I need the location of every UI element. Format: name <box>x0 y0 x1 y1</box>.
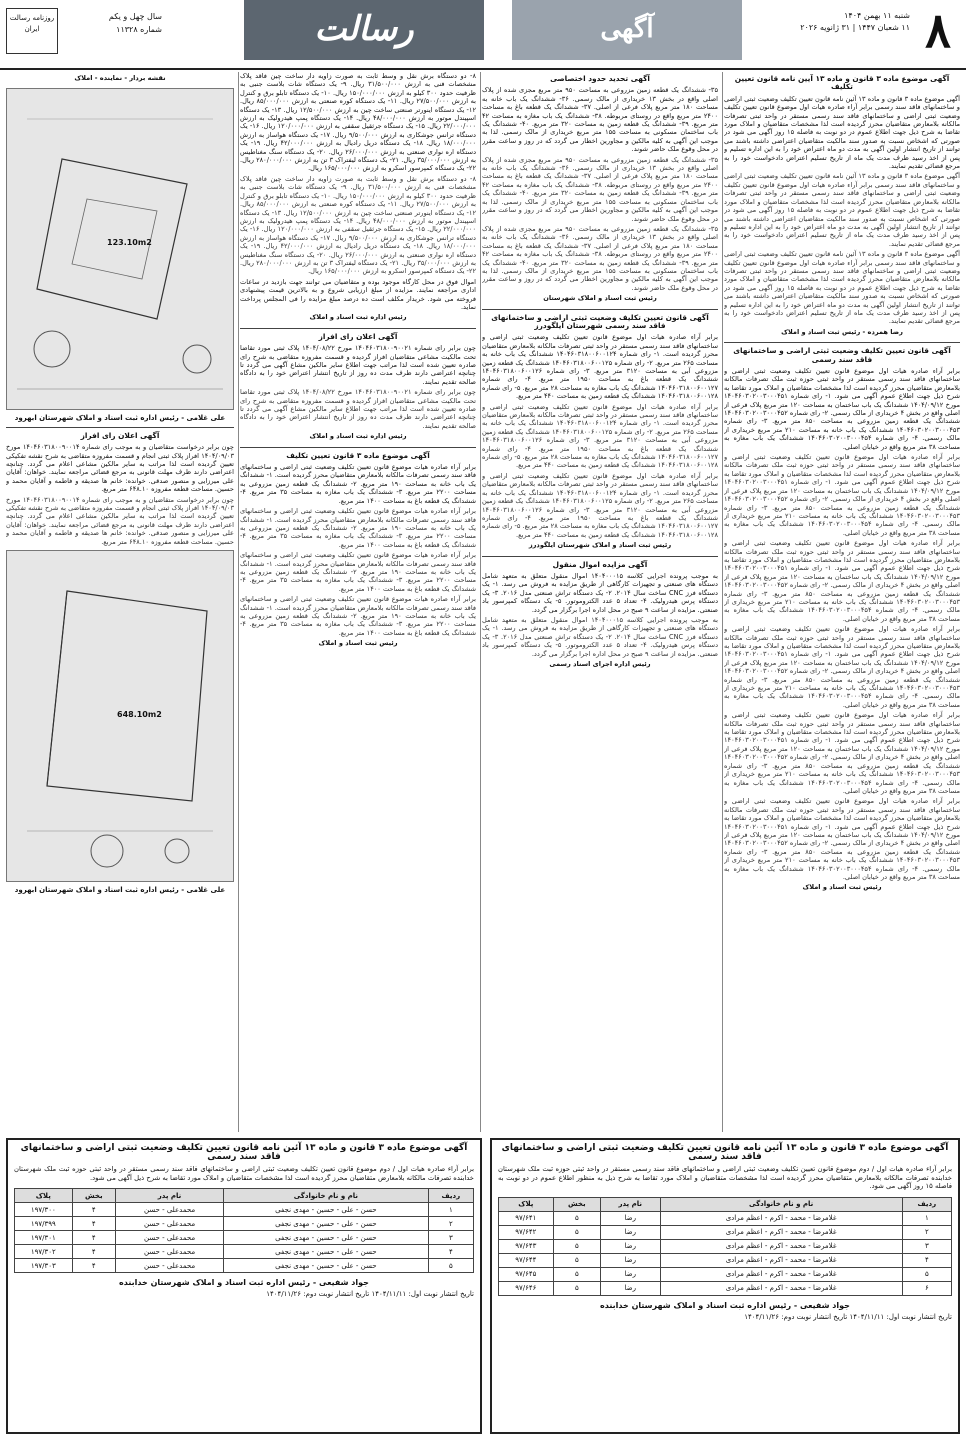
masthead <box>244 0 484 60</box>
map-caption: علی غلامی - رئیس اداره ثبت اسناد و املاک شهرستان ابهرود <box>14 886 226 895</box>
property-table <box>498 1197 952 1296</box>
ad-body: برابر آراء صادره هیات اول موضوع قانون تعیین تکلیف وضعیت ثبتی اراضی و ساختمانهای فاقد سند رسمی مستقر در واحد ثبتی حوزه ثبت ملک تصرفات مالکانه بلامعارض متقاضیان محرز گردیده است لذا مشخصات متقاضیان و املاک مورد تقاضا به شرح ذیل جهت اطلاع عموم آگهی می شود. ۱- رای شماره ۱۴۰۴۶۰۳۰۲۰۰۳۰۰۰۴۵۱ مورخ ۱۴۰۴/۰۹/۱۲ ششدانگ یک باب ساختمان به مساحت ۱۲۰ متر مربع پلاک فرعی از اصلی واقع در بخش ۴ خریداری از مالک رسمی. ۲- رای شماره ۱۴۰۴۶۰۳۰۲۰۰۳۰۰۰۴۵۲ ششدانگ یک قطعه زمین مزروعی به مساحت ۸۵۰ متر مربع. ۳- رای شماره ۱۴۰۴۶۰۳۰۲۰۰۳۰۰۰۴۵۳ ششدانگ یک باب خانه به مساحت ۲۱۰ متر مربع خریداری از مالک رسمی. ۴- رای شماره ۱۴۰۴۶۰۳۰۲۰۰۳۰۰۰۴۵۴ ششدانگ یک باب مغازه به مساحت ۳۸ متر مربع واقع در خیابان اصلی. <box>724 797 960 881</box>
ad-signature: رئیس اداره ثبت اسناد و املاک <box>309 313 407 322</box>
column-1 <box>724 72 960 1132</box>
table-cell: ۴ <box>72 1231 115 1245</box>
column-rule <box>722 72 723 1132</box>
header-date <box>760 10 910 34</box>
ad-signature: رئیس اداره ثبت اسناد و املاک <box>309 432 407 441</box>
table-row <box>499 1267 952 1281</box>
column-3 <box>240 72 476 1132</box>
ad-body: برابر آراء صادره هیات اول موضوع قانون تعیین تکلیف وضعیت ثبتی اراضی و ساختمانهای فاقد سند رسمی مستقر در واحد ثبتی حوزه ثبت ملک تصرفات مالکانه بلامعارض متقاضیان محرز گردیده است لذا مشخصات متقاضیان و املاک مورد تقاضا به شرح ذیل جهت اطلاع عموم آگهی می شود. ۱- رای شماره ۱۴۰۴۶۰۳۰۲۰۰۳۰۰۰۴۵۱ مورخ ۱۴۰۴/۰۹/۱۲ ششدانگ یک باب ساختمان به مساحت ۱۲۰ متر مربع پلاک فرعی از اصلی واقع در بخش ۴ خریداری از مالک رسمی. ۲- رای شماره ۱۴۰۴۶۰۳۰۲۰۰۳۰۰۰۴۵۲ ششدانگ یک قطعه زمین مزروعی به مساحت ۸۵۰ متر مربع. ۳- رای شماره ۱۴۰۴۶۰۳۰۲۰۰۳۰۰۰۴۵۳ ششدانگ یک باب خانه به مساحت ۲۱۰ متر مربع خریداری از مالک رسمی. ۴- رای شماره ۱۴۰۴۶۰۳۰۲۰۰۳۰۰۰۴۵۴ ششدانگ یک باب مغازه به مساحت ۳۸ متر مربع واقع در خیابان اصلی. <box>724 367 960 451</box>
table-cell: محمدعلی - حسن <box>116 1259 224 1273</box>
table-header-cell: ردیف <box>902 1197 951 1211</box>
header-meta <box>62 10 162 36</box>
table-cell: ۱ <box>428 1203 473 1217</box>
table-cell: ۶ <box>902 1281 951 1295</box>
ad-title: آگهی موضوع ماده ۳ قانون تعیین تکلیف <box>286 450 430 460</box>
table-cell: محمدعلی - حسن <box>116 1203 224 1217</box>
ad-body: برابر آراء صادره هیات موضوع قانون تعیین تکلیف وضعیت ثبتی اراضی و ساختمانهای فاقد سند رسمی تصرفات مالکانه بلامعارض متقاضیان محرز گردیده است. ۱- ششدانگ یک باب خانه به مساحت ۱۹۰ متر مربع. ۲- ششدانگ یک قطعه زمین مزروعی به مساحت ۲۲۰۰ متر مربع. ۳- ششدانگ یک باب مغازه به مساحت ۳۵ متر مربع. ۴- ششدانگ یک قطعه باغ به مساحت ۱۴۰۰ متر مربع. <box>240 551 476 593</box>
table-cell: محمدعلی - حسن <box>116 1245 224 1259</box>
table-cell: ۵ <box>553 1267 600 1281</box>
ad-title: آگهی اعلان رای افراز <box>318 331 398 341</box>
table-cell: محمدعلی - حسن <box>116 1217 224 1231</box>
table-cell: رضا <box>600 1211 660 1225</box>
notice-signature: جواد شفیعی - رئیس اداره ثبت اسناد و املاک شهرستان خدابنده <box>600 1300 850 1310</box>
table-cell: غلامرضا - محمد - اکرم - اعظم مرادی <box>660 1225 902 1239</box>
table-cell: ۲ <box>428 1217 473 1231</box>
divider <box>240 328 476 329</box>
page-header <box>0 0 966 70</box>
table-cell: ۹۷/۶۴۴ <box>499 1253 554 1267</box>
section-title: آگهی <box>600 14 654 44</box>
ad-signature: نقشه بردار - نماینده - املاک <box>74 74 166 82</box>
ad-body: برابر آراء صادره هیات موضوع قانون تعیین تکلیف وضعیت ثبتی اراضی و ساختمانهای فاقد سند رسمی تصرفات مالکانه بلامعارض متقاضیان محرز گردیده است. ۱- ششدانگ یک باب خانه به مساحت ۱۹۰ متر مربع. ۲- ششدانگ یک قطعه زمین مزروعی به مساحت ۲۲۰۰ متر مربع. ۳- ششدانگ یک باب مغازه به مساحت ۳۵ متر مربع. ۴- ششدانگ یک قطعه باغ به مساحت ۱۴۰۰ متر مربع. <box>240 595 476 637</box>
table-row <box>499 1211 952 1225</box>
ad-body: ۳۵- ششدانگ یک قطعه زمین مزروعی به مساحت ۹۵۰ متر مربع مجزی شده از پلاک اصلی واقع در بخش ۱۳ خریداری از مالک رسمی. ۳۶- ششدانگ یک باب خانه به مساحت ۱۸۰ متر مربع پلاک فرعی از اصلی. ۳۷- ششدانگ یک قطعه باغ به مساحت ۲۴۰۰ متر مربع واقع در روستای مربوطه. ۳۸- ششدانگ یک باب مغازه به مساحت ۴۲ متر مربع. ۳۹- ششدانگ یک قطعه زمین به مساحت ۳۲۰ متر مربع. ۴۰- ششدانگ یک باب ساختمان مسکونی به مساحت ۱۵۵ متر مربع خریداری از مالک رسمی. لذا به موجب این آگهی به کلیه مالکین و مجاورین اخطار می گردد که در روز و ساعت مقرر در محل وقوع ملک حاضر شوند. <box>482 155 718 223</box>
notice-title: آگهی موضوع ماده ۳ قانون و ماده ۱۳ آئین نامه قانون تعیین تکلیف وضعیت ثبتی اراضی و ساختمانهای فاقد سند رسمی <box>501 1143 949 1162</box>
ad-body: آگهی موضوع ماده ۳ قانون و ماده ۱۳ آئین نامه قانون تعیین تکلیف وضعیت ثبتی اراضی و ساختمانهای فاقد سند رسمی برابر آراء صادره هیات اول موضوع قانون تعیین تکلیف وضعیت ثبتی اراضی و ساختمانهای فاقد سند رسمی مستقر در واحد ثبتی تصرفات مالکانه بلامعارض متقاضیان محرز گردیده است لذا مشخصات متقاضیان و املاک مورد تقاضا به شرح ذیل جهت اطلاع عموم در دو نوبت به فاصله ۱۵ روز آگهی می شود در صورتی که اشخاص نسبت به صدور سند مالکیت متقاضیان اعتراضی داشته باشند می توانند از تاریخ انتشار اولین آگهی به مدت دو ماه اعتراض خود را به این اداره تسلیم و پس از اخذ رسید ظرف مدت یک ماه از تاریخ تسلیم اعتراض دادخواست خود را به مرجع قضائی تقدیم نمایند. <box>724 250 960 326</box>
table-cell: ۵ <box>902 1267 951 1281</box>
table-row <box>15 1245 474 1259</box>
column-rule <box>238 72 239 1132</box>
ad-title: آگهی تحدید حدود اختصاصی <box>550 74 650 83</box>
column-4 <box>6 72 234 1132</box>
table-body <box>499 1211 952 1295</box>
table-cell: غلامرضا - محمد - اکرم - اعظم مرادی <box>660 1267 902 1281</box>
survey-map-2 <box>6 550 234 882</box>
meta-line-1: سال چهل و یکم <box>108 12 162 21</box>
table-cell: رضا <box>600 1267 660 1281</box>
ad-signature: رئیس ثبت اسناد و املاک شهرستان ایلگودرز <box>528 541 672 550</box>
ad-signature: رئیس ثبت اسناد و املاک <box>318 639 398 648</box>
ad-body: آگهی موضوع ماده ۳ قانون و ماده ۱۳ آئین نامه قانون تعیین تکلیف وضعیت ثبتی اراضی و ساختمانهای فاقد سند رسمی برابر آراء صادره هیات اول موضوع قانون تعیین تکلیف وضعیت ثبتی اراضی و ساختمانهای فاقد سند رسمی مستقر در واحد ثبتی تصرفات مالکانه بلامعارض متقاضیان محرز گردیده است لذا مشخصات متقاضیان و املاک مورد تقاضا به شرح ذیل جهت اطلاع عموم در دو نوبت به فاصله ۱۵ روز آگهی می شود در صورتی که اشخاص نسبت به صدور سند مالکیت متقاضیان اعتراضی داشته باشند می توانند از تاریخ انتشار اولین آگهی به مدت دو ماه اعتراض خود را به این اداره تسلیم و پس از اخذ رسید ظرف مدت یک ماه از تاریخ تسلیم اعتراض دادخواست خود را به مرجع قضائی تقدیم نمایند. <box>724 172 960 248</box>
ad-signature: رئیس ثبت اسناد و املاک شهرستان <box>543 294 657 303</box>
map-area-label: 648.10m2 <box>117 710 162 720</box>
table-cell: ۴ <box>72 1259 115 1273</box>
ad-title: آگهی مزایده اموال منقول <box>552 559 648 569</box>
ad-body: برابر آراء صادره هیات اول موضوع قانون تعیین تکلیف وضعیت ثبتی اراضی و ساختمانهای فاقد سند رسمی مستقر در واحد ثبتی حوزه ثبت ملک تصرفات مالکانه بلامعارض متقاضیان محرز گردیده است لذا مشخصات متقاضیان و املاک مورد تقاضا به شرح ذیل جهت اطلاع عموم آگهی می شود. ۱- رای شماره ۱۴۰۴۶۰۳۰۲۰۰۳۰۰۰۴۵۱ مورخ ۱۴۰۴/۰۹/۱۲ ششدانگ یک باب ساختمان به مساحت ۱۲۰ متر مربع پلاک فرعی از اصلی واقع در بخش ۴ خریداری از مالک رسمی. ۲- رای شماره ۱۴۰۴۶۰۳۰۲۰۰۳۰۰۰۴۵۲ ششدانگ یک قطعه زمین مزروعی به مساحت ۸۵۰ متر مربع. ۳- رای شماره ۱۴۰۴۶۰۳۰۲۰۰۳۰۰۰۴۵۳ ششدانگ یک باب خانه به مساحت ۲۱۰ متر مربع خریداری از مالک رسمی. ۴- رای شماره ۱۴۰۴۶۰۳۰۲۰۰۳۰۰۰۴۵۴ ششدانگ یک باب مغازه به مساحت ۳۸ متر مربع واقع در خیابان اصلی. <box>724 625 960 709</box>
table-row <box>499 1239 952 1253</box>
table-cell: رضا <box>600 1239 660 1253</box>
newspaper-logo: روزنامه رسالت ایران <box>6 8 58 54</box>
ad-body: برابر آراء صادره هیات موضوع قانون تعیین تکلیف وضعیت ثبتی اراضی و ساختمانهای فاقد سند رسمی تصرفات مالکانه بلامعارض متقاضیان محرز گردیده است. ۱- ششدانگ یک باب خانه به مساحت ۱۹۰ متر مربع. ۲- ششدانگ یک قطعه زمین مزروعی به مساحت ۲۲۰۰ متر مربع. ۳- ششدانگ یک باب مغازه به مساحت ۳۵ متر مربع. ۴- ششدانگ یک قطعه باغ به مساحت ۱۴۰۰ متر مربع. <box>240 507 476 549</box>
table-header-cell: پلاک <box>15 1189 73 1203</box>
table-row <box>15 1217 474 1231</box>
table-header-cell: نام و نام خانوادگی <box>224 1189 429 1203</box>
table-header-cell: بخش <box>553 1197 600 1211</box>
table-cell: غلامرضا - محمد - اکرم - اعظم مرادی <box>660 1281 902 1295</box>
ad-body: برابر آراء صادره هیات اول موضوع قانون تعیین تکلیف وضعیت ثبتی اراضی و ساختمانهای فاقد سند رسمی مستقر در واحد ثبتی حوزه ثبت ملک تصرفات مالکانه بلامعارض متقاضیان محرز گردیده است لذا مشخصات متقاضیان و املاک مورد تقاضا به شرح ذیل جهت اطلاع عموم آگهی می شود. ۱- رای شماره ۱۴۰۴۶۰۳۰۲۰۰۳۰۰۰۴۵۱ مورخ ۱۴۰۴/۰۹/۱۲ ششدانگ یک باب ساختمان به مساحت ۱۲۰ متر مربع پلاک فرعی از اصلی واقع در بخش ۴ خریداری از مالک رسمی. ۲- رای شماره ۱۴۰۴۶۰۳۰۲۰۰۳۰۰۰۴۵۲ ششدانگ یک قطعه زمین مزروعی به مساحت ۸۵۰ متر مربع. ۳- رای شماره ۱۴۰۴۶۰۳۰۲۰۰۳۰۰۰۴۵۳ ششدانگ یک باب خانه به مساحت ۲۱۰ متر مربع خریداری از مالک رسمی. ۴- رای شماره ۱۴۰۴۶۰۳۰۲۰۰۳۰۰۰۴۵۴ ششدانگ یک باب مغازه به مساحت ۳۸ متر مربع واقع در خیابان اصلی. <box>724 539 960 623</box>
table-cell: ۵ <box>553 1225 600 1239</box>
table-cell: غلامرضا - محمد - اکرم - اعظم مرادی <box>660 1211 902 1225</box>
table-row <box>499 1225 952 1239</box>
table-cell: ۱۹۷/۳۰۱ <box>15 1231 73 1245</box>
table-row <box>499 1281 952 1295</box>
ad-body: ۳۵- ششدانگ یک قطعه زمین مزروعی به مساحت ۹۵۰ متر مربع مجزی شده از پلاک اصلی واقع در بخش ۱۳ خریداری از مالک رسمی. ۳۶- ششدانگ یک باب خانه به مساحت ۱۸۰ متر مربع پلاک فرعی از اصلی. ۳۷- ششدانگ یک قطعه باغ به مساحت ۲۴۰۰ متر مربع واقع در روستای مربوطه. ۳۸- ششدانگ یک باب مغازه به مساحت ۴۲ متر مربع. ۳۹- ششدانگ یک قطعه زمین به مساحت ۳۲۰ متر مربع. ۴۰- ششدانگ یک باب ساختمان مسکونی به مساحت ۱۵۵ متر مربع خریداری از مالک رسمی. لذا به موجب این آگهی به کلیه مالکین و مجاورین اخطار می گردد که در روز و ساعت مقرر در محل وقوع ملک حاضر شوند. <box>482 224 718 292</box>
table-cell: ۵ <box>553 1211 600 1225</box>
table-cell: ۵ <box>553 1239 600 1253</box>
map-area-label: 123.10m2 <box>107 238 152 248</box>
table-cell: ۱۹۷/۳۰۲ <box>15 1245 73 1259</box>
table-row <box>499 1253 952 1267</box>
table-header-cell: نام پدر <box>116 1189 224 1203</box>
ad-body: چون برابر درخواست متقاضیان و به موجب رای شماره ۱۴۰۴۶۰۳۱۸۰۰۹۰۰۱۴ مورخ ۱۴۰۴/۰۹/۰۳ افراز پلاک ثبتی انجام و قسمت مفروزه متقاضی به شرح نقشه تفکیکی تعیین گردیده است لذا مراتب به سایر مالکین مشاعی اعلام می گردد. چنانچه اعتراضی دارند ظرف مهلت قانونی به مرجع قضائی مراجعه نمایند. خواهان: آقایان علی میرزایی و منصور صدقی. خوانده: خانم ها صدیقه و فاطمه و آقایان محمد و حسین. مساحت قطعه مفروزه ۶۴۸.۱۰ متر مربع. <box>6 443 234 494</box>
divider <box>482 556 718 557</box>
date-line-1: شنبه ۱۱ بهمن ۱۴۰۴ <box>844 11 910 20</box>
table-row <box>15 1259 474 1273</box>
ad-signature: رئیس اداره اجرای اسناد رسمی <box>549 660 651 668</box>
table-cell: حسن - علی - حسین - مهدی نجفی <box>224 1203 429 1217</box>
table-cell: ۴ <box>72 1245 115 1259</box>
ad-body: به موجب پرونده اجرایی کلاسه ۱۴۰۴۰۰۰۱۵ اموال منقول متعلق به متعهد شامل دستگاه های صنعتی و تجهیزات کارگاهی از طریق مزایده به فروش می رسد. ۱- یک دستگاه فرز CNC ساخت سال ۲۰۱۴. ۲- یک دستگاه تراش صنعتی مدل ۲۰۱۶. ۳- یک دستگاه پرس هیدرولیک. ۴- تعداد ۵ عدد الکتروموتور. ۵- یک دستگاه کمپرسور باد صنعتی. مزایده از ساعت ۹ صبح در محل اداره اجرا برگزار می گردد. <box>482 615 718 658</box>
table-cell: حسن - علی - حسین - مهدی نجفی <box>224 1231 429 1245</box>
bottom-right-notice <box>490 1138 960 1434</box>
table-cell: غلامرضا - محمد - اکرم - اعظم مرادی <box>660 1253 902 1267</box>
table-cell: ۴ <box>428 1245 473 1259</box>
table-header-cell: پلاک <box>499 1197 554 1211</box>
table-cell: ۴ <box>72 1217 115 1231</box>
table-header-row <box>15 1189 474 1203</box>
ad-title: آگهی قانون تعیین تکلیف وضعیت ثبتی اراضی و ساختمانهای فاقد سند رسمی شهرستان ایلگودرز <box>491 312 709 330</box>
divider <box>724 342 960 343</box>
ad-body: ۸- دو دستگاه برش نقل و وسط ثابت به صورت زاویه دار ساخت چین فاقد پلاک مشخصات فنی به ارزش ۳۱/۵۰۰/۰۰۰ ریال. ۹- یک دستگاه شات بلاست جنبی به ظرفیت حدود ۳۰۰ کیلو به ارزش ۱۵۰/۰۰۰/۰۰۰ ریال. ۱۰- یک دستگاه تابلو برق و کنترل به ارزش ۲۷/۵۰۰/۰۰۰ ریال. ۱۱- یک دستگاه کوره صنعتی به ارزش ۸۵/۰۰۰/۰۰۰ ریال. ۱۲- یک دستگاه اینورتر صنعتی ساخت چین به ارزش ۱۲/۵۰۰/۰۰۰ ریال. ۱۳- یک دستگاه اسپیندل موتور به ارزش ۴۸/۰۰۰/۰۰۰ ریال. ۱۴- یک دستگاه پمپ هیدرولیک به ارزش ۲۲/۰۰۰/۰۰۰ ریال. ۱۵- یک دستگاه جرثقیل سقفی به ارزش ۱۲۰/۰۰۰/۰۰۰ ریال. ۱۶- یک دستگاه ترانس جوشکاری به ارزش ۹/۵۰۰/۰۰۰ ریال. ۱۷- یک دستگاه هواساز به ارزش ۱۸/۰۰۰/۰۰۰ ریال. ۱۸- یک دستگاه دریل رادیال به ارزش ۴۲/۰۰۰/۰۰۰ ریال. ۱۹- یک دستگاه اره نواری صنعتی به ارزش ۲۶/۰۰۰/۰۰۰ ریال. ۲۰- یک دستگاه سنگ مغناطیس به ارزش ۳۵/۰۰۰/۰۰۰ ریال. ۲۱- یک دستگاه لیفتراک ۳ تن به ارزش ۲۸۰/۰۰۰/۰۰۰ ریال. ۲۲- یک دستگاه کمپرسور اسکرو به ارزش ۱۶۵/۰۰۰/۰۰۰ ریال. <box>240 174 476 276</box>
table-header-row <box>499 1197 952 1211</box>
ad-body: برابر آراء صادره هیات اول موضوع قانون تعیین تکلیف وضعیت ثبتی اراضی و ساختمانهای فاقد سند رسمی مستقر در واحد ثبتی تصرفات مالکانه بلامعارض متقاضیان محرز گردیده است. ۱- رای شماره ۱۴۰۴۶۰۳۱۸۰۰۶۰۰۱۲۴ ششدانگ یک باب خانه به مساحت ۲۶۵ متر مربع. ۲- رای شماره ۱۴۰۴۶۰۳۱۸۰۰۶۰۰۱۲۵ ششدانگ یک قطعه زمین مزروعی آبی به مساحت ۳۱۲۰ متر مربع. ۳- رای شماره ۱۴۰۴۶۰۳۱۸۰۰۶۰۰۱۲۶ ششدانگ یک قطعه باغ به مساحت ۱۹۵۰ متر مربع. ۴- رای شماره ۱۴۰۴۶۰۳۱۸۰۰۶۰۰۱۲۷ ششدانگ یک باب مغازه به مساحت ۲۸ متر مربع. ۵- رای شماره ۱۴۰۴۶۰۳۱۸۰۰۶۰۰۱۲۸ ششدانگ یک قطعه زمین به مساحت ۴۴۰ متر مربع. <box>482 471 718 539</box>
divider <box>482 309 718 310</box>
table-cell: ۱۹۷/۳۰۰ <box>15 1203 73 1217</box>
ad-body: برابر آراء صادره هیات اول موضوع قانون تعیین تکلیف وضعیت ثبتی اراضی و ساختمانهای فاقد سند رسمی مستقر در واحد ثبتی حوزه ثبت ملک تصرفات مالکانه بلامعارض متقاضیان محرز گردیده است لذا مشخصات متقاضیان و املاک مورد تقاضا به شرح ذیل جهت اطلاع عموم آگهی می شود. ۱- رای شماره ۱۴۰۴۶۰۳۰۲۰۰۳۰۰۰۴۵۱ مورخ ۱۴۰۴/۰۹/۱۲ ششدانگ یک باب ساختمان به مساحت ۱۲۰ متر مربع پلاک فرعی از اصلی واقع در بخش ۴ خریداری از مالک رسمی. ۲- رای شماره ۱۴۰۴۶۰۳۰۲۰۰۳۰۰۰۴۵۲ ششدانگ یک قطعه زمین مزروعی به مساحت ۸۵۰ متر مربع. ۳- رای شماره ۱۴۰۴۶۰۳۰۲۰۰۳۰۰۰۴۵۳ ششدانگ یک باب خانه به مساحت ۲۱۰ متر مربع خریداری از مالک رسمی. ۴- رای شماره ۱۴۰۴۶۰۳۰۲۰۰۳۰۰۰۴۵۴ ششدانگ یک باب مغازه به مساحت ۳۸ متر مربع واقع در خیابان اصلی. <box>724 453 960 537</box>
table-cell: ۴ <box>72 1203 115 1217</box>
table-cell: ۱۹۷/۳۰۳ <box>15 1259 73 1273</box>
table-cell: ۳ <box>428 1231 473 1245</box>
notice-signature: جواد شفیعی - رئیس اداره ثبت اسناد و املاک شهرستان خدابنده <box>119 1278 369 1288</box>
publication-dates: تاریخ انتشار نوبت اول: ۱۴۰۴/۱۱/۱۱ تاریخ انتشار نوبت دوم: ۱۴۰۴/۱۱/۲۶ <box>266 1289 474 1298</box>
table-header-cell: نام پدر <box>600 1197 660 1211</box>
table-cell: رضا <box>600 1281 660 1295</box>
ad-body: آگهی موضوع ماده ۳ قانون و ماده ۱۳ آئین نامه قانون تعیین تکلیف وضعیت ثبتی اراضی و ساختمانهای فاقد سند رسمی برابر آراء صادره هیات اول موضوع قانون تعیین تکلیف وضعیت ثبتی اراضی و ساختمانهای فاقد سند رسمی مستقر در واحد ثبتی تصرفات مالکانه بلامعارض متقاضیان محرز گردیده است لذا مشخصات متقاضیان و املاک مورد تقاضا به شرح ذیل جهت اطلاع عموم در دو نوبت به فاصله ۱۵ روز آگهی می شود در صورتی که اشخاص نسبت به صدور سند مالکیت متقاضیان اعتراضی داشته باشند می توانند از تاریخ انتشار اولین آگهی به مدت دو ماه اعتراض خود را به این اداره تسلیم و پس از اخذ رسید ظرف مدت یک ماه از تاریخ تسلیم اعتراض دادخواست خود را به مرجع قضائی تقدیم نمایند. <box>724 94 960 171</box>
table-body <box>15 1203 474 1273</box>
table-header-cell: نام و نام خانوادگی <box>660 1197 902 1211</box>
table-row <box>15 1203 474 1217</box>
ad-title: آگهی قانون تعیین تکلیف وضعیت ثبتی اراضی و ساختمانهای فاقد سند رسمی <box>733 346 951 364</box>
table-header-cell: بخش <box>72 1189 115 1203</box>
property-table <box>14 1188 474 1273</box>
divider <box>240 447 476 448</box>
masthead-title: رسالت <box>314 9 414 49</box>
table-cell: حسن - علی - حسین - مهدی نجفی <box>224 1259 429 1273</box>
meta-line-2: شماره ۱۱۳۲۸ <box>116 25 162 34</box>
column-rule <box>480 72 481 1132</box>
notice-text: برابر آراء صادره هیات اول / دوم موضوع قانون تعیین تکلیف وضعیت ثبتی اراضی و ساختمانهای فاقد سند رسمی مستقر در واحد ثبتی حوزه ثبت ملک شهرستان خدابنده تصرفات مالکانه بلامعارض متقاضیان محرز گردیده است لذا مشخصات متقاضیان و املاک مورد تقاضا به شرح ذیل آگهی می شود. <box>14 1165 474 1182</box>
page-number: ۸ <box>925 3 951 59</box>
ad-body: برابر آراء صادره هیات اول موضوع قانون تعیین تکلیف وضعیت ثبتی اراضی و ساختمانهای فاقد سند رسمی مستقر در واحد ثبتی حوزه ثبت ملک تصرفات مالکانه بلامعارض متقاضیان محرز گردیده است لذا مشخصات متقاضیان و املاک مورد تقاضا به شرح ذیل جهت اطلاع عموم آگهی می شود. ۱- رای شماره ۱۴۰۴۶۰۳۰۲۰۰۳۰۰۰۴۵۱ مورخ ۱۴۰۴/۰۹/۱۲ ششدانگ یک باب ساختمان به مساحت ۱۲۰ متر مربع پلاک فرعی از اصلی واقع در بخش ۴ خریداری از مالک رسمی. ۲- رای شماره ۱۴۰۴۶۰۳۰۲۰۰۳۰۰۰۴۵۲ ششدانگ یک قطعه زمین مزروعی به مساحت ۸۵۰ متر مربع. ۳- رای شماره ۱۴۰۴۶۰۳۰۲۰۰۳۰۰۰۴۵۳ ششدانگ یک باب خانه به مساحت ۲۱۰ متر مربع خریداری از مالک رسمی. ۴- رای شماره ۱۴۰۴۶۰۳۰۲۰۰۳۰۰۰۴۵۴ ششدانگ یک باب مغازه به مساحت ۳۸ متر مربع واقع در خیابان اصلی. <box>724 711 960 795</box>
ad-body: چون برابر رای شماره ۱۴۰۴۶۰۳۱۸۰۰۹۰۰۲۱ مورخ ۱۴۰۴/۰۸/۲۲ پلاک ثبتی مورد تقاضا تحت مالکیت مشاعی متقاضیان افراز گردیده و قسمت مفروزه متقاضی به شرح رای صادره تعیین شده است لذا مراتب جهت اطلاع سایر مالکین مشاع آگهی می گردد تا چنانچه اعتراضی دارند ظرف مدت ده روز از تاریخ انتشار اعتراض خود را به دادگاه صالحه تقدیم نمایند. <box>240 344 476 386</box>
section-banner <box>512 0 742 60</box>
date-line-2: ۱۱ شعبان ۱۴۴۷ | ۳۱ ژانویه ۲۰۲۶ <box>800 23 910 32</box>
ad-body: چون برابر درخواست متقاضیان و به موجب رای شماره ۱۴۰۴۶۰۳۱۸۰۰۹۰۰۱۴ مورخ ۱۴۰۴/۰۹/۰۳ افراز پلاک ثبتی انجام و قسمت مفروزه متقاضی به شرح نقشه تفکیکی تعیین گردیده است لذا مراتب به سایر مالکین مشاعی اعلام می گردد. چنانچه اعتراضی دارند ظرف مهلت قانونی به مرجع قضائی مراجعه نمایند. خواهان: آقایان علی میرزایی و منصور صدقی. خوانده: خانم ها صدیقه و فاطمه و آقایان محمد و حسین. مساحت قطعه مفروزه ۶۴۸.۱۰ متر مربع. <box>6 495 234 546</box>
publication-dates: تاریخ انتشار نوبت اول: ۱۴۰۴/۱۱/۱۱ تاریخ انتشار نوبت دوم: ۱۴۰۴/۱۱/۲۶ <box>744 1312 952 1321</box>
table-cell: ۹۷/۶۴۵ <box>499 1267 554 1281</box>
notice-text: برابر آراء صادره هیات اول / دوم موضوع قانون تعیین تکلیف وضعیت ثبتی اراضی و ساختمانهای فاقد سند رسمی مستقر در واحد ثبتی حوزه ثبت ملک شهرستان خدابنده تصرفات مالکانه بلامعارض متقاضیان محرز گردیده است لذا مشخصات متقاضیان و املاک مورد تقاضا به شرح ذیل به منظور اطلاع عموم در دو نوبت به فاصله ۱۵ روز آگهی می شود. <box>498 1165 952 1191</box>
column-2 <box>482 72 718 1132</box>
table-cell: ۹۷/۶۴۱ <box>499 1211 554 1225</box>
table-cell: ۲ <box>902 1225 951 1239</box>
table-cell: ۴ <box>902 1253 951 1267</box>
ad-body: برابر آراء صادره هیات موضوع قانون تعیین تکلیف وضعیت ثبتی اراضی و ساختمانهای فاقد سند رسمی تصرفات مالکانه بلامعارض متقاضیان محرز گردیده است. ۱- ششدانگ یک باب خانه به مساحت ۱۹۰ متر مربع. ۲- ششدانگ یک قطعه زمین مزروعی به مساحت ۲۲۰۰ متر مربع. ۳- ششدانگ یک باب مغازه به مساحت ۳۵ متر مربع. ۴- ششدانگ یک قطعه باغ به مساحت ۱۴۰۰ متر مربع. <box>240 463 476 505</box>
table-cell: ۵ <box>553 1281 600 1295</box>
table-cell: ۹۷/۶۴۳ <box>499 1239 554 1253</box>
survey-map-1 <box>6 88 234 410</box>
ad-body: ۸- دو دستگاه برش نقل و وسط ثابت به صورت زاویه دار ساخت چین فاقد پلاک مشخصات فنی به ارزش ۳۱/۵۰۰/۰۰۰ ریال. ۹- یک دستگاه شات بلاست جنبی به ظرفیت حدود ۳۰۰ کیلو به ارزش ۱۵۰/۰۰۰/۰۰۰ ریال. ۱۰- یک دستگاه تابلو برق و کنترل به ارزش ۲۷/۵۰۰/۰۰۰ ریال. ۱۱- یک دستگاه کوره صنعتی به ارزش ۸۵/۰۰۰/۰۰۰ ریال. ۱۲- یک دستگاه اینورتر صنعتی ساخت چین به ارزش ۱۲/۵۰۰/۰۰۰ ریال. ۱۳- یک دستگاه اسپیندل موتور به ارزش ۴۸/۰۰۰/۰۰۰ ریال. ۱۴- یک دستگاه پمپ هیدرولیک به ارزش ۲۲/۰۰۰/۰۰۰ ریال. ۱۵- یک دستگاه جرثقیل سقفی به ارزش ۱۲۰/۰۰۰/۰۰۰ ریال. ۱۶- یک دستگاه ترانس جوشکاری به ارزش ۹/۵۰۰/۰۰۰ ریال. ۱۷- یک دستگاه هواساز به ارزش ۱۸/۰۰۰/۰۰۰ ریال. ۱۸- یک دستگاه دریل رادیال به ارزش ۴۲/۰۰۰/۰۰۰ ریال. ۱۹- یک دستگاه اره نواری صنعتی به ارزش ۲۶/۰۰۰/۰۰۰ ریال. ۲۰- یک دستگاه سنگ مغناطیس به ارزش ۳۵/۰۰۰/۰۰۰ ریال. ۲۱- یک دستگاه لیفتراک ۳ تن به ارزش ۲۸۰/۰۰۰/۰۰۰ ریال. ۲۲- یک دستگاه کمپرسور اسکرو به ارزش ۱۶۵/۰۰۰/۰۰۰ ریال. <box>240 72 476 173</box>
ad-body: به موجب پرونده اجرایی کلاسه ۱۴۰۴۰۰۰۱۵ اموال منقول متعلق به متعهد شامل دستگاه های صنعتی و تجهیزات کارگاهی از طریق مزایده به فروش می رسد. ۱- یک دستگاه فرز CNC ساخت سال ۲۰۱۴. ۲- یک دستگاه تراش صنعتی مدل ۲۰۱۶. ۳- یک دستگاه پرس هیدرولیک. ۴- تعداد ۵ عدد الکتروموتور. ۵- یک دستگاه کمپرسور باد صنعتی. مزایده از ساعت ۹ صبح در محل اداره اجرا برگزار می گردد. <box>482 571 718 614</box>
table-header-cell: ردیف <box>428 1189 473 1203</box>
table-cell: ۵ <box>428 1259 473 1273</box>
table-cell: رضا <box>600 1225 660 1239</box>
ad-title: آگهی اعلان رای افراز <box>80 430 160 440</box>
table-cell: ۹۷/۶۴۲ <box>499 1225 554 1239</box>
map-caption: علی غلامی - رئیس اداره ثبت اسناد و املاک شهرستان ابهرود <box>14 414 226 423</box>
ad-signature: رئیس ثبت اسناد و املاک <box>802 883 882 892</box>
table-cell: ۱۹۷/۳۹۹ <box>15 1217 73 1231</box>
notice-title: آگهی موضوع ماده ۳ قانون و ماده ۱۳ آئین نامه قانون تعیین تکلیف وضعیت ثبتی اراضی و ساختمانهای فاقد سند رسمی <box>20 1143 468 1162</box>
divider <box>6 427 234 428</box>
table-cell: ۹۷/۶۴۶ <box>499 1281 554 1295</box>
table-cell: غلامرضا - محمد - اکرم - اعظم مرادی <box>660 1239 902 1253</box>
table-cell: ۵ <box>553 1253 600 1267</box>
ad-body: برابر آراء صادره هیات اول موضوع قانون تعیین تکلیف وضعیت ثبتی اراضی و ساختمانهای فاقد سند رسمی مستقر در واحد ثبتی تصرفات مالکانه بلامعارض متقاضیان محرز گردیده است. ۱- رای شماره ۱۴۰۴۶۰۳۱۸۰۰۶۰۰۱۲۴ ششدانگ یک باب خانه به مساحت ۲۶۵ متر مربع. ۲- رای شماره ۱۴۰۴۶۰۳۱۸۰۰۶۰۰۱۲۵ ششدانگ یک قطعه زمین مزروعی آبی به مساحت ۳۱۲۰ متر مربع. ۳- رای شماره ۱۴۰۴۶۰۳۱۸۰۰۶۰۰۱۲۶ ششدانگ یک قطعه باغ به مساحت ۱۹۵۰ متر مربع. ۴- رای شماره ۱۴۰۴۶۰۳۱۸۰۰۶۰۰۱۲۷ ششدانگ یک باب مغازه به مساحت ۲۸ متر مربع. ۵- رای شماره ۱۴۰۴۶۰۳۱۸۰۰۶۰۰۱۲۸ ششدانگ یک قطعه زمین به مساحت ۴۴۰ متر مربع. <box>482 402 718 470</box>
map-drawing <box>7 89 233 409</box>
ad-body: اموال فوق در محل کارگاه موجود بوده و متقاضیان می توانند جهت بازدید در ساعات اداری مراجعه نمایند. مزایده از مبلغ ارزیابی شروع و به بالاترین قیمت پیشنهادی فروخته می شود. خریدار مکلف است ده درصد مبلغ مزایده را فی المجلس پرداخت نماید. <box>240 277 476 311</box>
table-cell: حسن - علی - حسین - مهدی نجفی <box>224 1217 429 1231</box>
ad-body: ۳۵- ششدانگ یک قطعه زمین مزروعی به مساحت ۹۵۰ متر مربع مجزی شده از پلاک اصلی واقع در بخش ۱۳ خریداری از مالک رسمی. ۳۶- ششدانگ یک باب خانه به مساحت ۱۸۰ متر مربع پلاک فرعی از اصلی. ۳۷- ششدانگ یک قطعه باغ به مساحت ۲۴۰۰ متر مربع واقع در روستای مربوطه. ۳۸- ششدانگ یک باب مغازه به مساحت ۴۲ متر مربع. ۳۹- ششدانگ یک قطعه زمین به مساحت ۳۲۰ متر مربع. ۴۰- ششدانگ یک باب ساختمان مسکونی به مساحت ۱۵۵ متر مربع خریداری از مالک رسمی. لذا به موجب این آگهی به کلیه مالکین و مجاورین اخطار می گردد که در روز و ساعت مقرر در محل وقوع ملک حاضر شوند. <box>482 86 718 154</box>
ad-signature: رضا همرده - رئیس ثبت اسناد و املاک <box>781 327 903 336</box>
table-cell: حسن - علی - حسین - مهدی نجفی <box>224 1245 429 1259</box>
table-cell: رضا <box>600 1253 660 1267</box>
table-cell: ۳ <box>902 1239 951 1253</box>
bottom-left-notice <box>6 1138 482 1434</box>
table-cell: ۱ <box>902 1211 951 1225</box>
table-row <box>15 1231 474 1245</box>
ad-body: برابر آراء صادره هیات اول موضوع قانون تعیین تکلیف وضعیت ثبتی اراضی و ساختمانهای فاقد سند رسمی مستقر در واحد ثبتی تصرفات مالکانه بلامعارض متقاضیان محرز گردیده است. ۱- رای شماره ۱۴۰۴۶۰۳۱۸۰۰۶۰۰۱۲۴ ششدانگ یک باب خانه به مساحت ۲۶۵ متر مربع. ۲- رای شماره ۱۴۰۴۶۰۳۱۸۰۰۶۰۰۱۲۵ ششدانگ یک قطعه زمین مزروعی آبی به مساحت ۳۱۲۰ متر مربع. ۳- رای شماره ۱۴۰۴۶۰۳۱۸۰۰۶۰۰۱۲۶ ششدانگ یک قطعه باغ به مساحت ۱۹۵۰ متر مربع. ۴- رای شماره ۱۴۰۴۶۰۳۱۸۰۰۶۰۰۱۲۷ ششدانگ یک باب مغازه به مساحت ۲۸ متر مربع. ۵- رای شماره ۱۴۰۴۶۰۳۱۸۰۰۶۰۰۱۲۸ ششدانگ یک قطعه زمین به مساحت ۴۴۰ متر مربع. <box>482 333 718 401</box>
ad-title: آگهی موضوع ماده ۳ قانون و ماده ۱۳ آیین نامه قانون تعیین تکلیف <box>734 74 950 92</box>
ad-body: چون برابر رای شماره ۱۴۰۴۶۰۳۱۸۰۰۹۰۰۲۱ مورخ ۱۴۰۴/۰۸/۲۲ پلاک ثبتی مورد تقاضا تحت مالکیت مشاعی متقاضیان افراز گردیده و قسمت مفروزه متقاضی به شرح رای صادره تعیین شده است لذا مراتب جهت اطلاع سایر مالکین مشاع آگهی می گردد تا چنانچه اعتراضی دارند ظرف مدت ده روز از تاریخ انتشار اعتراض خود را به دادگاه صالحه تقدیم نمایند. <box>240 388 476 430</box>
table-cell: محمدعلی - حسن <box>116 1231 224 1245</box>
